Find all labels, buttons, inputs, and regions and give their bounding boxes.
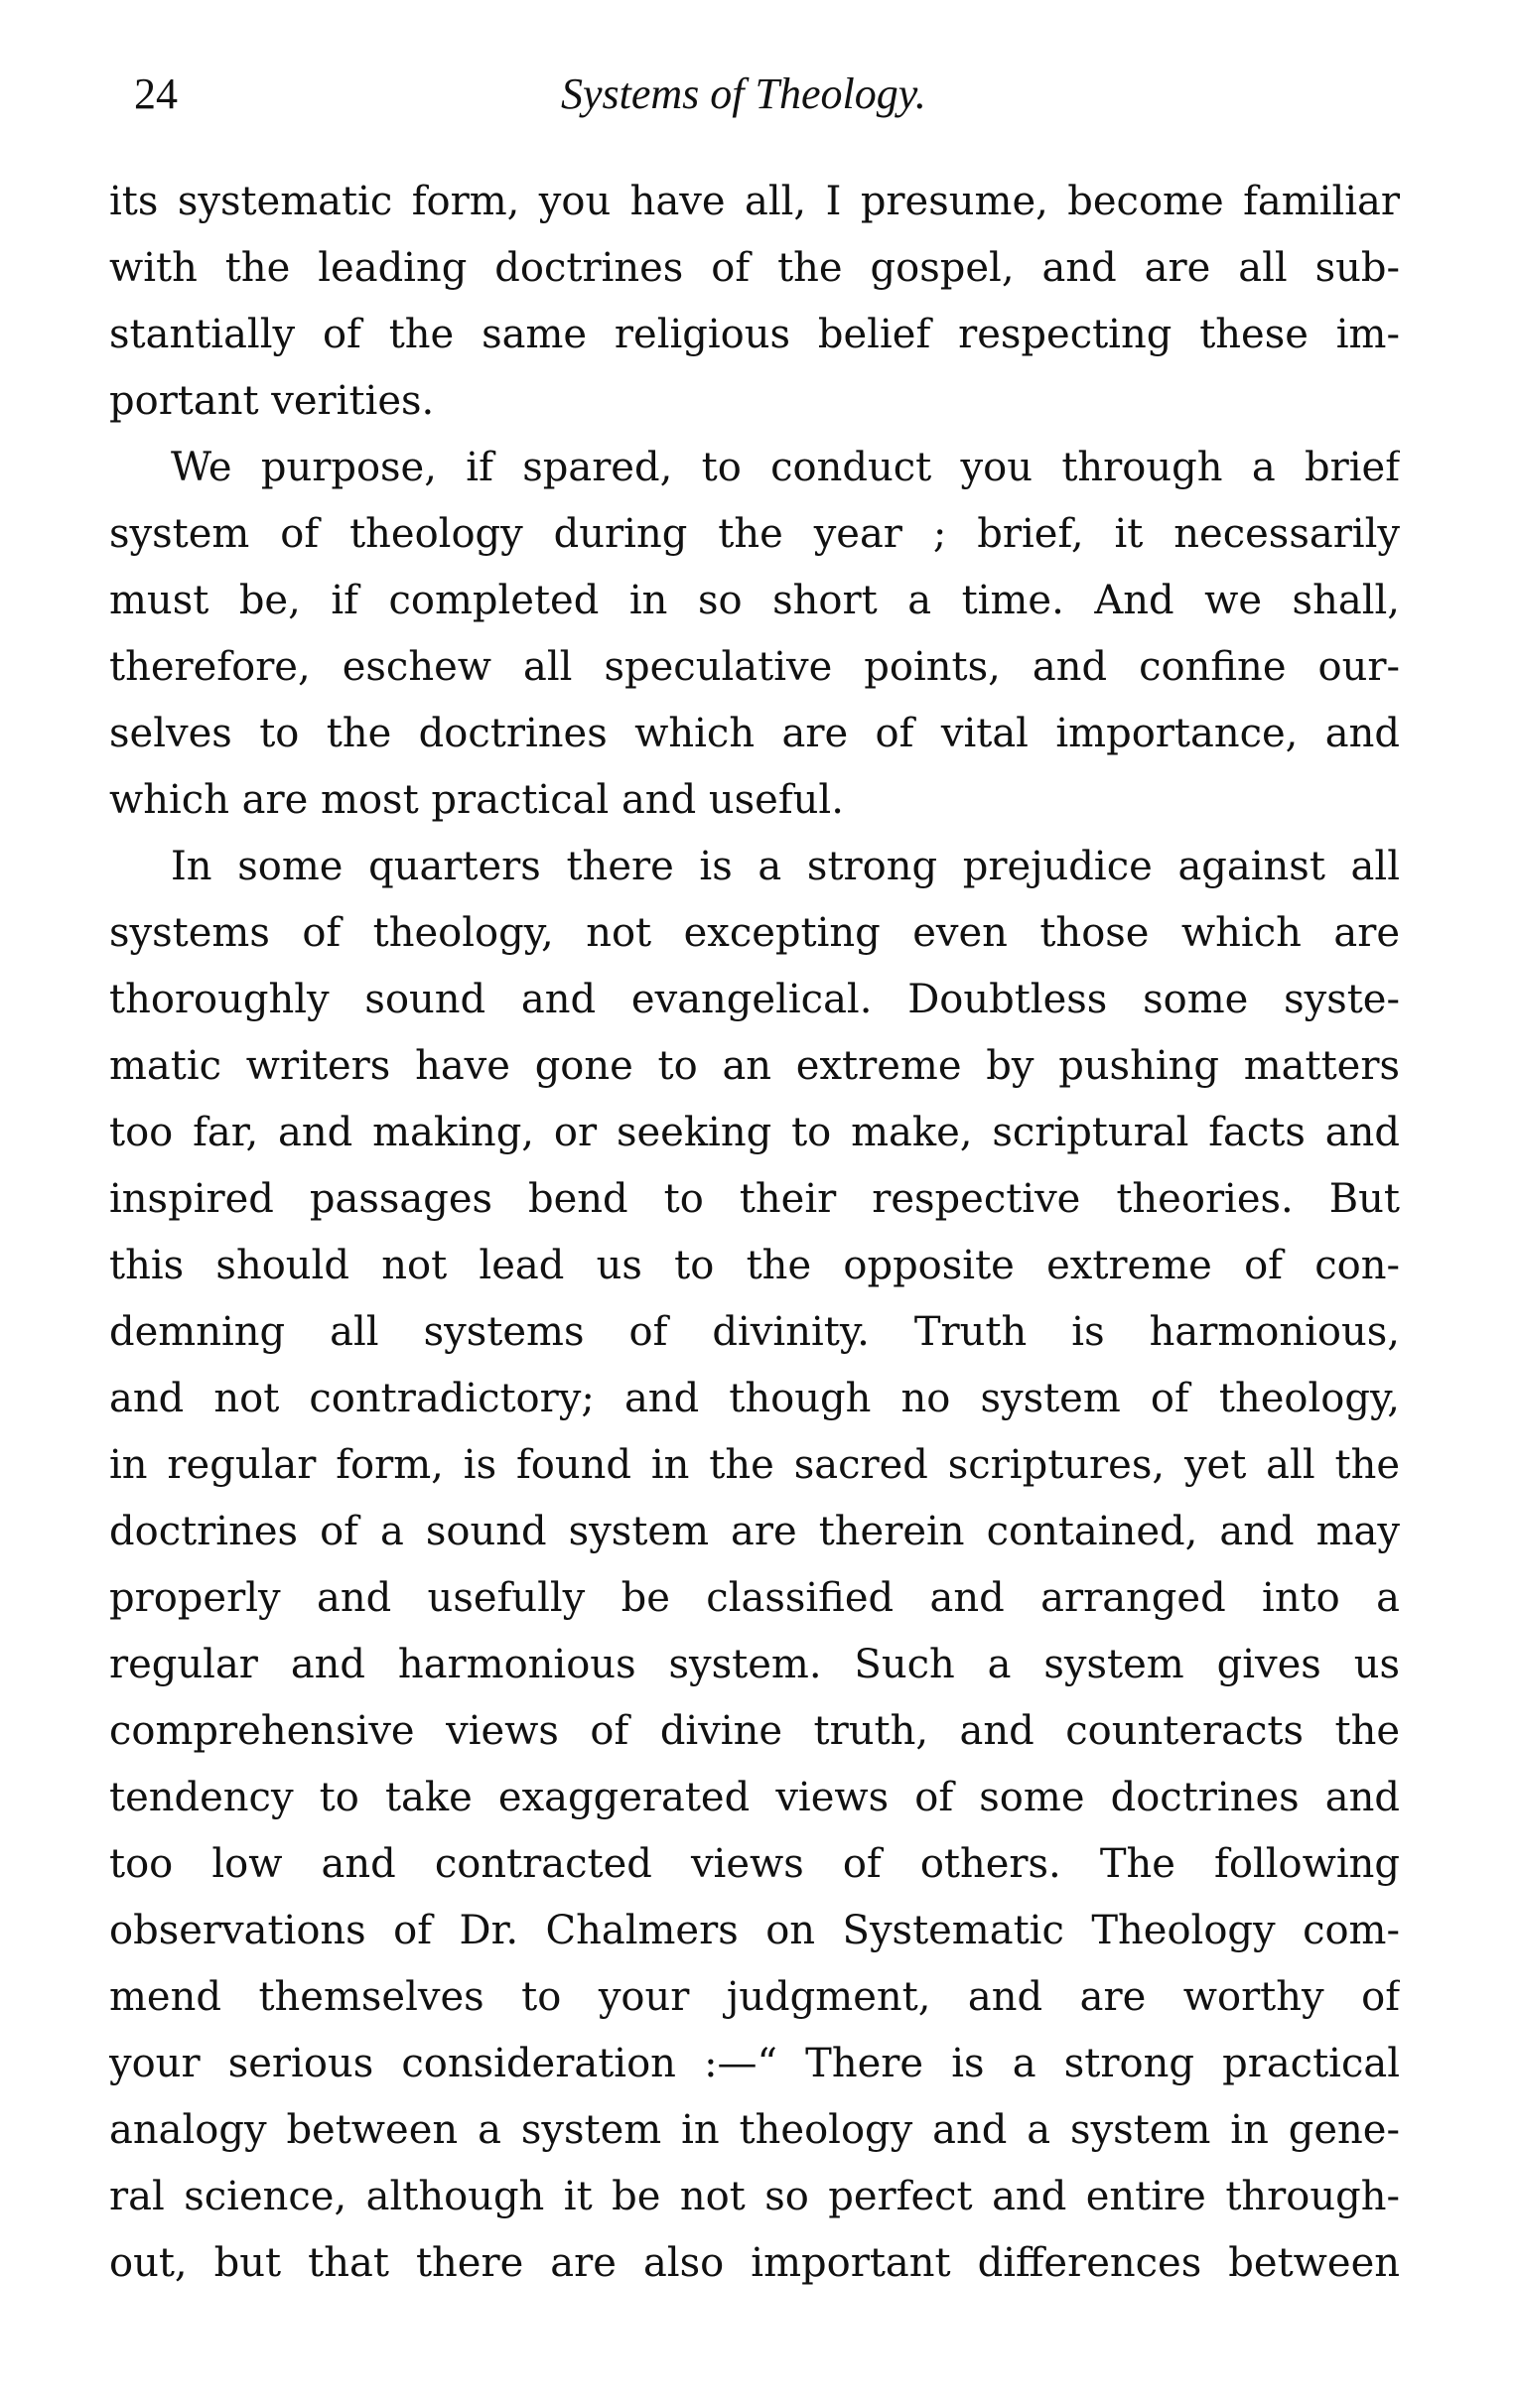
text-line: ral science, although it be not so perfect and entire through-: [109, 2174, 1400, 2219]
text-line: therefore, eschew all speculative points, and confine our-: [109, 644, 1400, 690]
text-line: inspired passages bend to their respective theories. But: [109, 1176, 1400, 1222]
text-line: system of theology during the year ; brief, it necessarily: [109, 511, 1400, 557]
page-header: [114, 60, 1405, 129]
paragraph-1: [109, 169, 1400, 435]
text-line: which are most practical and useful.: [109, 777, 844, 823]
text-line: analogy between a system in theology and a system in gene-: [109, 2107, 1400, 2153]
text-line: systems of theology, not excepting even those which are: [109, 910, 1400, 956]
text-line: In some quarters there is a strong prejudice against all: [171, 844, 1400, 889]
text-line: must be, if completed in so short a time. And we shall,: [109, 578, 1400, 623]
text-line: regular and harmonious system. Such a system gives us: [109, 1642, 1400, 1687]
text-line: with the leading doctrines of the gospel, and are all sub-: [109, 245, 1400, 291]
text-line: in regular form, is found in the sacred scriptures, yet all the: [109, 1442, 1400, 1488]
text-line: thoroughly sound and evangelical. Doubtless some syste-: [109, 977, 1400, 1022]
text-line: too far, and making, or seeking to make, scriptural facts and: [109, 1110, 1400, 1155]
text-line: demning all systems of divinity. Truth is harmonious,: [109, 1309, 1400, 1355]
text-line: stantially of the same religious belief respecting these im-: [109, 312, 1400, 357]
text-line: observations of Dr. Chalmers on Systematic Theology com-: [109, 1908, 1400, 1953]
text-line: portant verities.: [109, 378, 435, 424]
paragraph-2: [109, 435, 1400, 834]
text-line: selves to the doctrines which are of vital importance, and: [109, 711, 1400, 756]
body-text: [109, 169, 1400, 2297]
text-line: properly and usefully be classified and arranged into a: [109, 1575, 1400, 1621]
text-line: We purpose, if spared, to conduct you through a brief: [171, 445, 1400, 490]
text-line: mend themselves to your judgment, and are worthy of: [109, 1974, 1400, 2020]
text-line: this should not lead us to the opposite extreme of con-: [109, 1243, 1400, 1288]
text-line: matic writers have gone to an extreme by pushing matters: [109, 1043, 1400, 1089]
text-line: out, but that there are also important differences between: [109, 2240, 1400, 2286]
running-title: Systems of Theology.: [561, 69, 926, 118]
text-line: and not contradictory; and though no system of theology,: [109, 1376, 1400, 1421]
text-line: comprehensive views of divine truth, and counteracts the: [109, 1708, 1400, 1754]
paragraph-3: [109, 834, 1400, 2297]
text-line: too low and contracted views of others. The following: [109, 1841, 1400, 1887]
text-line: doctrines of a sound system are therein contained, and may: [109, 1509, 1400, 1554]
text-line: tendency to take exaggerated views of some doctrines and: [109, 1775, 1400, 1820]
text-line: your serious consideration :—“ There is a strong practical: [109, 2041, 1400, 2086]
page-number: 24: [134, 69, 178, 118]
text-line: its systematic form, you have all, I presume, become familiar: [109, 179, 1400, 224]
